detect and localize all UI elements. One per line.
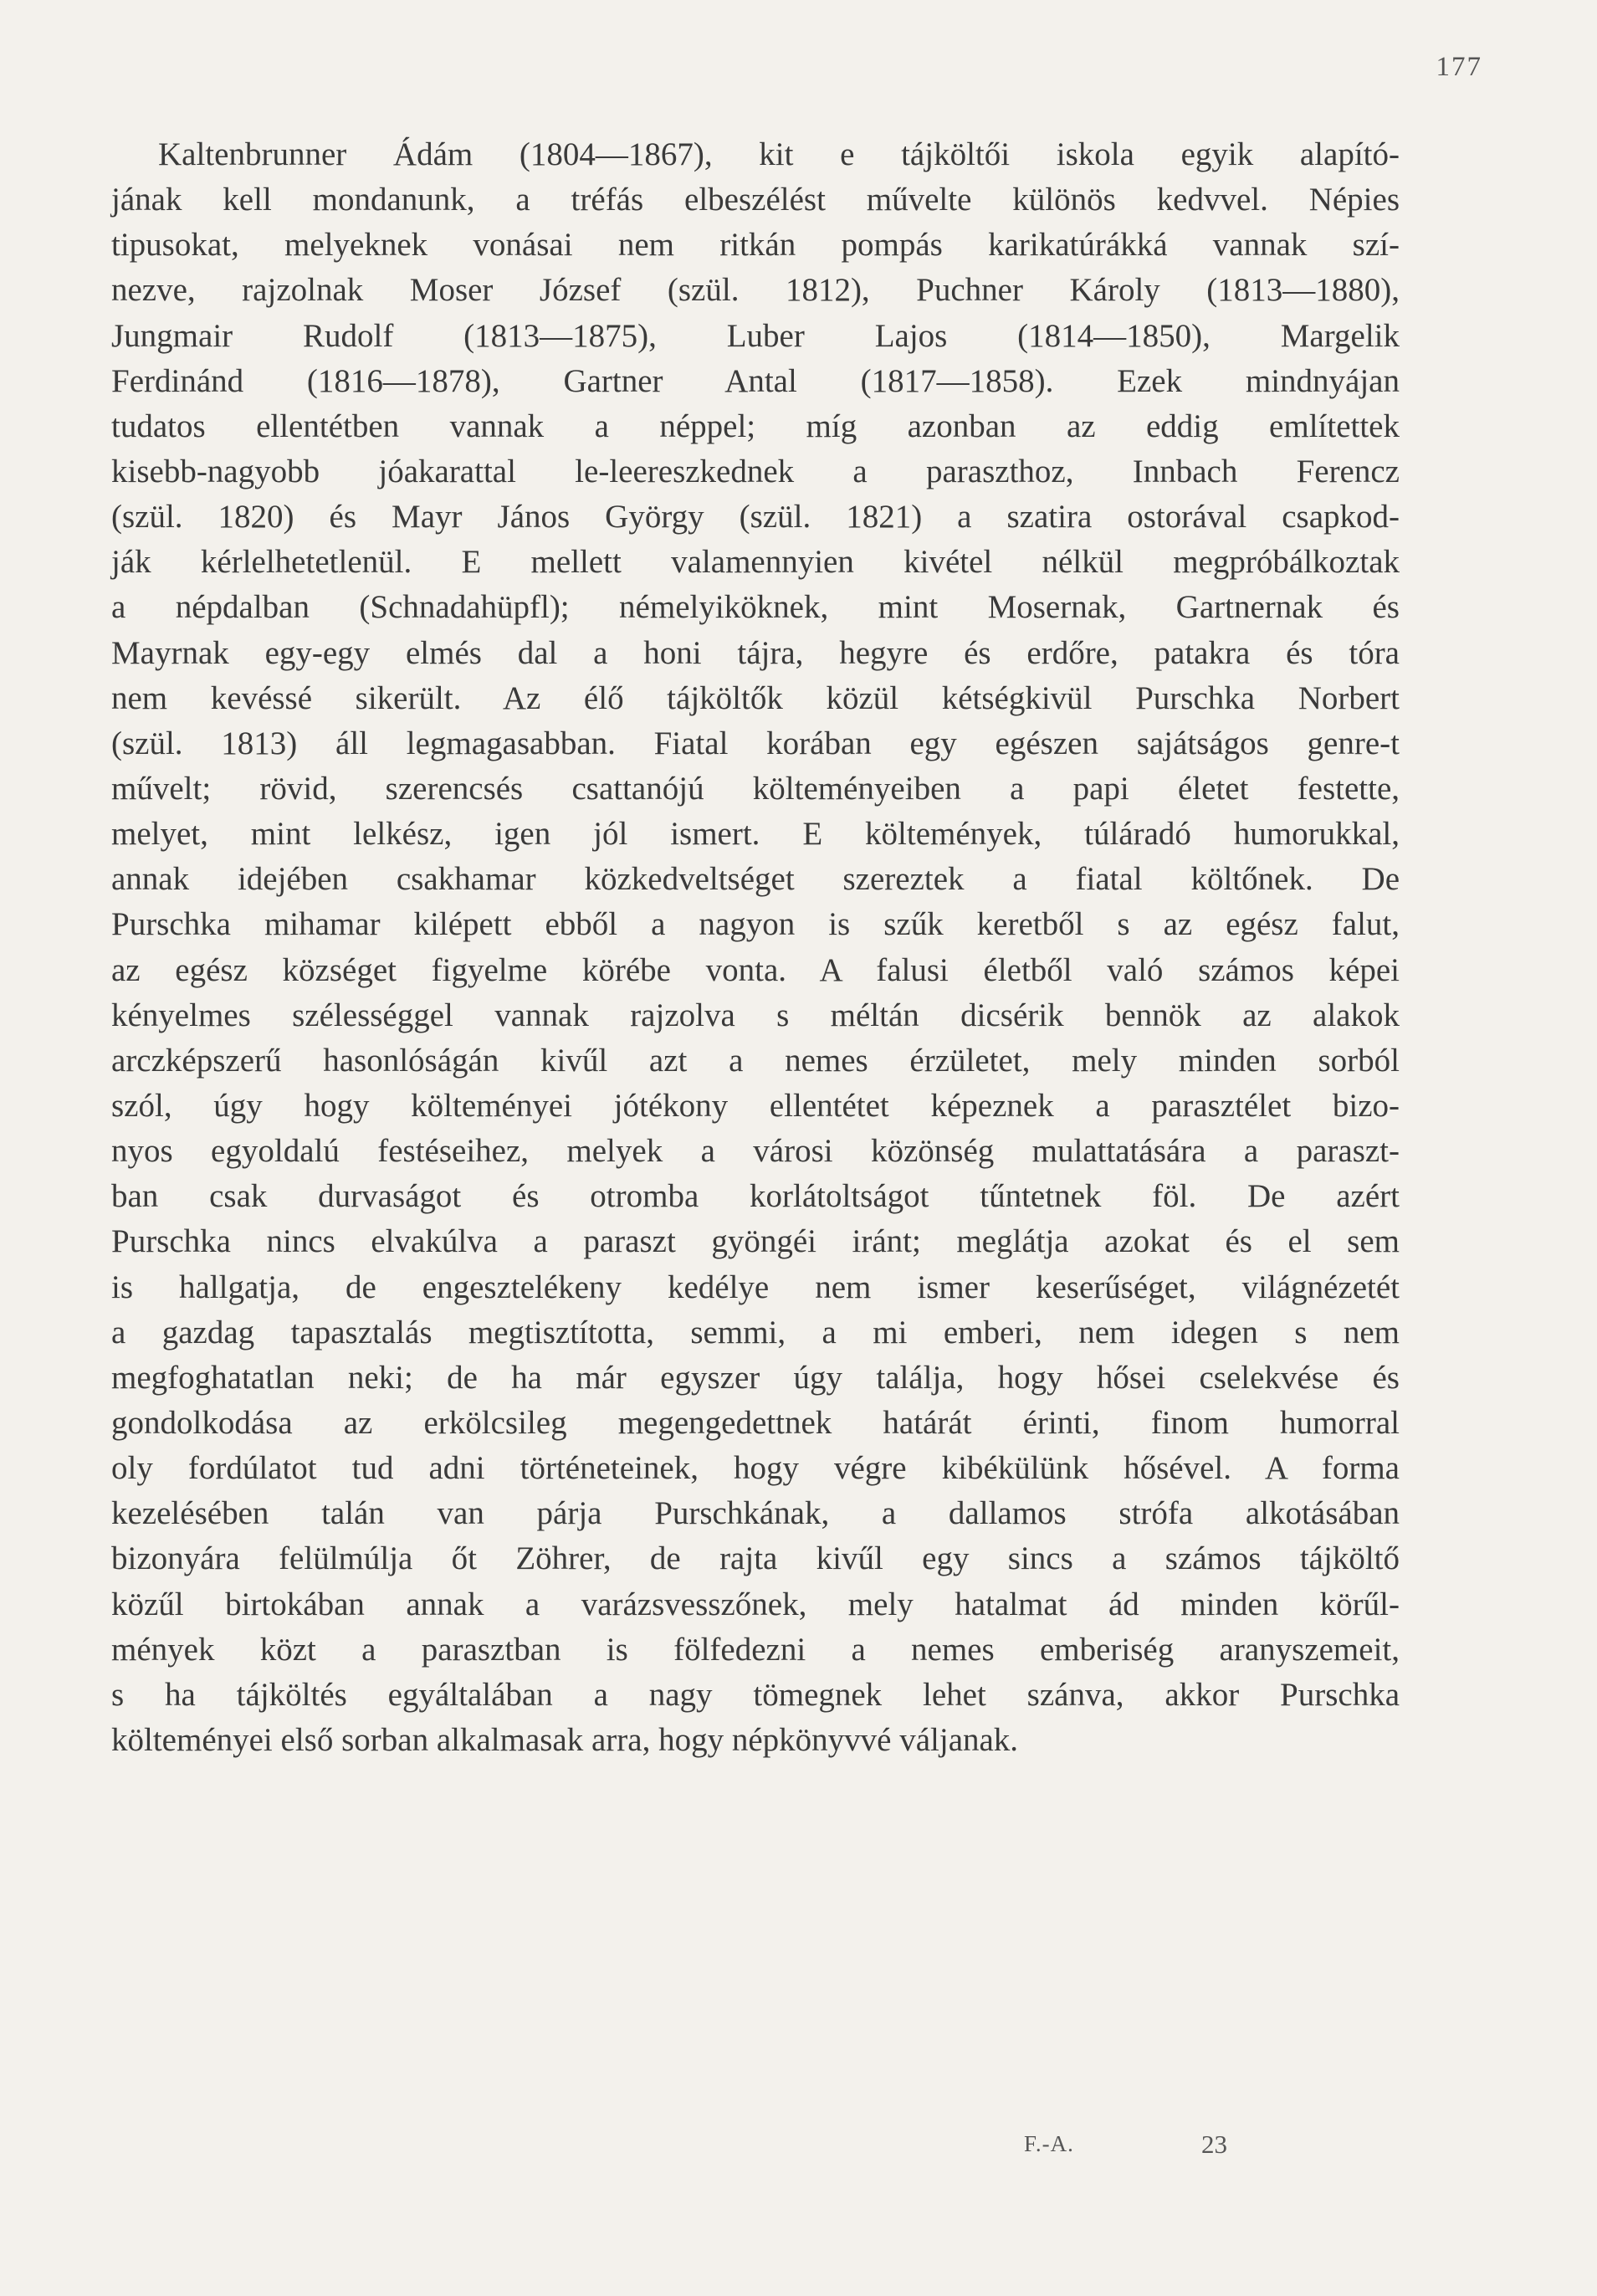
text-line: Mayrnak egy-egy elmés dal a honi tájra, hegyre és erdőre, patakra és tóra bbox=[111, 634, 1400, 671]
text-line: jának kell mondanunk, a tréfás elbeszélést művelte különös kedvvel. Népies bbox=[111, 182, 1400, 218]
text-line: gondolkodása az erkölcsileg megengedettnek határát érinti, finom humorral bbox=[111, 1404, 1400, 1441]
text-line: (szül. 1820) és Mayr János György (szül. 1821) a szatira ostorával csapkod- bbox=[111, 499, 1400, 536]
text-line: Ferdinánd (1816—1878), Gartner Antal (1817—1858). Ezek mindnyájan bbox=[111, 362, 1400, 399]
text-line: melyet, mint lelkész, igen jól ismert. E költemények, túláradó humorukkal, bbox=[111, 816, 1400, 853]
text-line: az egész községet figyelme körébe vonta. A falusi életből való számos képei bbox=[111, 951, 1400, 988]
text-line: arczképszerű hasonlóságán kivűl azt a nemes érzületet, mely minden sorból bbox=[111, 1042, 1400, 1079]
text-line: is hallgatja, de engesztelékeny kedélye nem ismer keserűséget, világnézetét bbox=[111, 1268, 1400, 1305]
text-line: kényelmes szélességgel vannak rajzolva s méltán dicsérik bennök az alakok bbox=[111, 997, 1400, 1033]
text-line: Purschka mihamar kilépett ebből a nagyon is szűk keretből s az egész falut, bbox=[111, 906, 1400, 943]
text-line: a gazdag tapasztalás megtisztította, semmi, a mi emberi, nem idegen s nem bbox=[111, 1314, 1400, 1350]
text-line: nezve, rajzolnak Moser József (szül. 1812), Puchner Károly (1813—1880), bbox=[111, 272, 1400, 309]
text-line: közűl birtokában annak a varázsvesszőnek, mely hatalmat ád minden körűl- bbox=[111, 1586, 1400, 1622]
text-line: tipusokat, melyeknek vonásai nem ritkán pompás karikatúrákká vannak szí- bbox=[111, 227, 1400, 264]
text-line: Kaltenbrunner Ádám (1804—1867), kit e tájköltői iskola egyik alapító- bbox=[158, 136, 1400, 172]
body-text bbox=[111, 132, 1400, 1763]
text-line: megfoghatatlan neki; de ha már egyszer úgy találja, hogy hősei cselekvése és bbox=[111, 1359, 1400, 1396]
sheet-number: 23 bbox=[1201, 2129, 1227, 2159]
text-line: (szül. 1813) áll legmagasabban. Fiatal korában egy egészen sajátságos genre-t bbox=[111, 725, 1400, 761]
text-line: tudatos ellentétben vannak a néppel; míg azonban az eddig említettek bbox=[111, 407, 1400, 444]
text-line: annak idejében csakhamar közkedveltséget szereztek a fiatal költőnek. De bbox=[111, 861, 1400, 898]
text-line: bizonyára felülmúlja őt Zöhrer, de rajta kivűl egy sincs a számos tájköltő bbox=[111, 1540, 1400, 1577]
text-line: s ha tájköltés egyáltalában a nagy tömegnek lehet szánva, akkor Purschka bbox=[111, 1676, 1400, 1713]
page-number: 177 bbox=[1436, 52, 1482, 82]
text-line: kezelésében talán van párja Purschkának, a dallamos strófa alkotásában bbox=[111, 1495, 1400, 1532]
text-line: ban csak durvaságot és otromba korlátoltságot tűntetnek föl. De azért bbox=[111, 1178, 1400, 1215]
text-line: oly fordúlatot tud adni történeteinek, hogy végre kibékülünk hősével. A forma bbox=[111, 1450, 1400, 1487]
text-line: Purschka nincs elvakúlva a paraszt gyöngéi iránt; meglátja azokat és el sem bbox=[111, 1223, 1400, 1260]
text-line: mények közt a parasztban is fölfedezni a nemes emberiség aranyszemeit, bbox=[111, 1631, 1400, 1668]
text-line: művelt; rövid, szerencsés csattanójú költeményeiben a papi életet festette, bbox=[111, 770, 1400, 807]
text-line: Jungmair Rudolf (1813—1875), Luber Lajos (1814—1850), Margelik bbox=[111, 317, 1400, 354]
text-line: költeményei első sorban alkalmasak arra, hogy népkönyvvé váljanak. bbox=[111, 1721, 1019, 1758]
text-line: ják kérlelhetetlenül. E mellett valamennyien kivétel nélkül megpróbálkoztak bbox=[111, 544, 1400, 581]
text-line: kisebb-nagyobb jóakarattal le-leereszkednek a paraszthoz, Innbach Ferencz bbox=[111, 453, 1400, 489]
printer-signature-mark: F.-A. bbox=[1024, 2131, 1074, 2156]
text-line: szól, úgy hogy költeményei jótékony ellentétet képeznek a parasztélet bizo- bbox=[111, 1087, 1400, 1124]
text-line: a népdalban (Schnadahüpfl); némelyiköknek, mint Mosernak, Gartnernak és bbox=[111, 589, 1400, 626]
text-line: nyos egyoldalú festéseihez, melyek a városi közönség mulattatására a paraszt- bbox=[111, 1133, 1400, 1170]
text-line: nem kevéssé sikerült. Az élő tájköltők közül kétségkivül Purschka Norbert bbox=[111, 679, 1400, 716]
